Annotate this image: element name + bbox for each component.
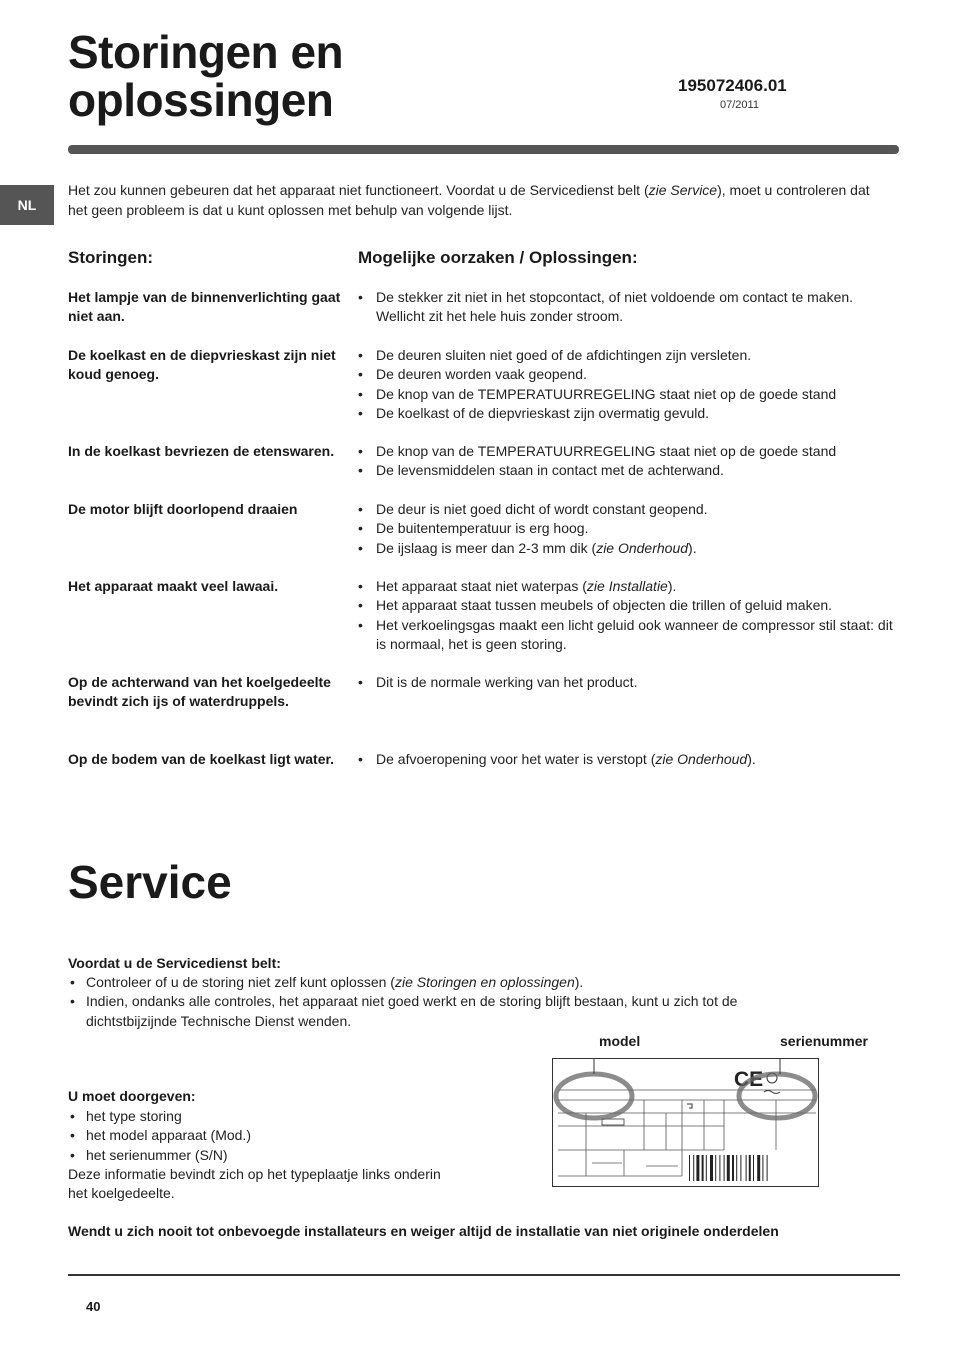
- causes-heading: Mogelijke oorzaken / Oplossingen:: [358, 248, 638, 267]
- list-item: • De buitentemperatuur is erg hoog.: [358, 519, 898, 538]
- list-item: • het type storing: [68, 1107, 251, 1126]
- list-item: • Het apparaat staat tussen meubels of objecten die trillen of geluid maken.: [358, 596, 898, 615]
- cross-reference: zie Installatie: [586, 578, 668, 594]
- document-code: 195072406.01: [678, 76, 787, 95]
- cross-reference: zie Storingen en oplossingen: [394, 974, 575, 990]
- footer-divider: [68, 1274, 900, 1276]
- faults-heading: Storingen:: [68, 248, 153, 267]
- list-item: • Controleer of u de storing niet zelf kunt oplossen (zie Storingen en oplossingen).: [68, 973, 828, 992]
- solution-list: [358, 673, 898, 692]
- plate-label-serial: serienummer: [780, 1033, 868, 1049]
- barcode-bar: [710, 1155, 713, 1181]
- list-item: • De levensmiddelen staan in contact met de achterwand.: [358, 461, 898, 480]
- list-item: • De deuren worden vaak geopend.: [358, 365, 898, 384]
- intro-paragraph: Het zou kunnen gebeuren dat het apparaat niet functioneert. Voordat u de Servicedienst belt (zie Service), moet u controleren dat het geen probleem is dat u kunt oplossen met behulp van volgende lijst.: [68, 182, 870, 218]
- list-item: • Dit is de normale werking van het product.: [358, 673, 898, 692]
- installer-warning: Wendt u zich nooit tot onbevoegde installateurs en weiger altijd de installatie van niet originele onderdelen: [68, 1223, 779, 1239]
- barcode-bar: [757, 1155, 760, 1181]
- list-item: • De deuren sluiten niet goed of de afdichtingen zijn versleten.: [358, 346, 898, 365]
- list-item: • De koelkast of de diepvrieskast zijn overmatig gevuld.: [358, 404, 898, 423]
- solution-list: [358, 288, 898, 327]
- barcode-bar: [719, 1155, 720, 1181]
- solution-list: [358, 750, 898, 769]
- solution-list: [358, 442, 898, 481]
- list-item: • het model apparaat (Mod.): [68, 1126, 251, 1145]
- barcode-bar: [706, 1155, 707, 1181]
- plate-label-box: [602, 1119, 624, 1125]
- plate-label-model: model: [599, 1033, 641, 1049]
- list-item: • De knop van de TEMPERATUURREGELING staat niet op de goede stand: [358, 385, 898, 404]
- barcode-bar: [702, 1155, 704, 1181]
- required-info-list: [68, 1107, 251, 1165]
- service-title: Service: [68, 856, 232, 908]
- cross-reference: zie Service: [648, 182, 718, 198]
- barcode-bar: [724, 1155, 725, 1181]
- list-item: • De afvoeropening voor het water is verstopt (zie Onderhoud).: [358, 750, 898, 769]
- fault-label: De motor blijft doorlopend draaien: [68, 501, 298, 517]
- fault-label: De koelkast en de diepvrieskast zijn niet koud genoeg.: [68, 347, 336, 383]
- page-number: 40: [86, 1299, 101, 1314]
- title-divider: [68, 145, 899, 154]
- list-item: • De knop van de TEMPERATUURREGELING staat niet op de goede stand: [358, 442, 898, 461]
- rating-plate-note: Deze informatie bevindt zich op het typeplaatje links onderin het koelgedeelte.: [68, 1166, 441, 1202]
- barcode-bar: [762, 1155, 763, 1181]
- barcode-bar: [746, 1155, 747, 1181]
- barcode-bar: [693, 1155, 694, 1181]
- barcode-bar: [736, 1155, 737, 1181]
- fault-label: In de koelkast bevriezen de etenswaren.: [68, 443, 335, 459]
- solution-list: [358, 346, 898, 423]
- cross-reference: zie Onderhoud: [655, 751, 748, 767]
- barcode-bar: [689, 1155, 690, 1181]
- solution-list: [358, 577, 898, 654]
- document-date: 07/2011: [720, 99, 759, 111]
- barcode-bar: [740, 1155, 741, 1181]
- barcode-bar: [767, 1155, 768, 1181]
- barcode-bar: [696, 1155, 699, 1181]
- list-item: • Het verkoelingsgas maakt een licht geluid ook wanneer de compressor stil staat: dit is normaal, het is geen storing.: [358, 616, 898, 655]
- barcode-bar: [727, 1155, 730, 1181]
- fault-label: Het apparaat maakt veel lawaai.: [68, 578, 279, 594]
- cross-reference: zie Onderhoud: [596, 539, 689, 556]
- list-item: • De deur is niet goed dicht of wordt constant geopend.: [358, 500, 898, 519]
- rating-plate-illustration: [552, 1058, 819, 1187]
- list-item: • De ijslaag is meer dan 2-3 mm dik (zie Onderhoud).: [358, 539, 898, 558]
- barcode-bar: [749, 1155, 751, 1181]
- fault-label: Op de achterwand van het koelgedeelte bevindt zich ijs of waterdruppels.: [68, 674, 331, 710]
- barcode-bar: [732, 1155, 734, 1181]
- before-calling-heading: Voordat u de Servicedienst belt:: [68, 955, 281, 971]
- required-info-heading: U moet doorgeven:: [68, 1088, 196, 1104]
- language-tab: NL: [0, 185, 54, 225]
- list-item: • Het apparaat staat niet waterpas (zie Installatie).: [358, 577, 898, 596]
- solution-list: [358, 500, 898, 558]
- fault-label: Het lampje van de binnenverlichting gaat niet aan.: [68, 289, 341, 325]
- fault-label: Op de bodem van de koelkast ligt water.: [68, 751, 335, 767]
- page-title: Storingen en oplossingen: [68, 26, 344, 126]
- before-calling-list: [68, 973, 828, 1031]
- barcode-bar: [753, 1155, 754, 1181]
- list-item: • De stekker zit niet in het stopcontact, of niet voldoende om contact te maken. Wellicht zit het hele huis zonder stroom.: [358, 288, 898, 327]
- list-item: • het serienummer (S/N): [68, 1146, 251, 1165]
- ce-mark: CE: [734, 1068, 764, 1091]
- list-item: • Indien, ondanks alle controles, het apparaat niet goed werkt en de storing blijft bestaan, kunt u zich tot de dichtstbijzijnde Technische Dienst wenden.: [68, 992, 828, 1031]
- barcode-bar: [715, 1155, 716, 1181]
